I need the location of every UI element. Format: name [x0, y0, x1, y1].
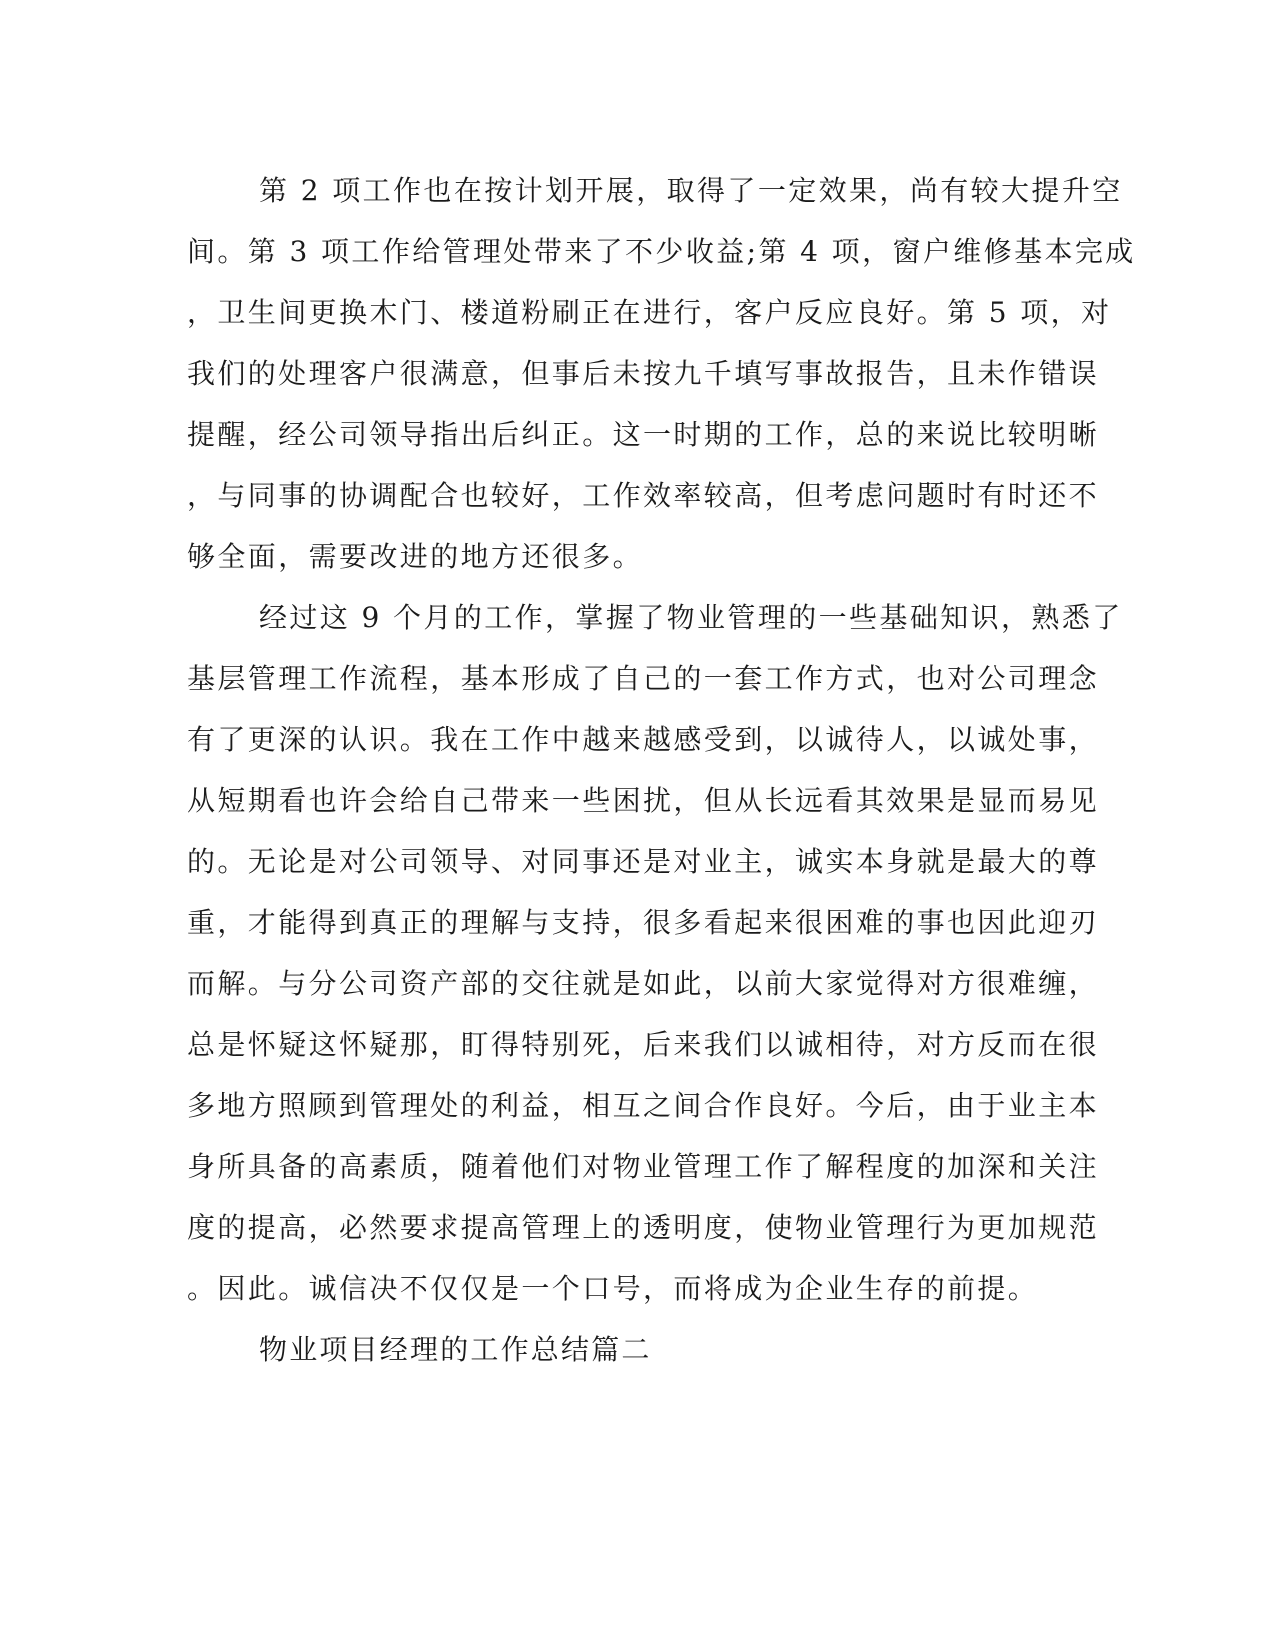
paragraph-line: 第 2 项工作也在按计划开展，取得了一定效果，尚有较大提升空 [259, 174, 1123, 207]
paragraph-line: 提醒，经公司领导指出后纠正。这一时期的工作，总的来说比较明晰 [187, 418, 1100, 451]
paragraph-line: 多地方照顾到管理处的利益，相互之间合作良好。今后，由于业主本 [187, 1089, 1100, 1122]
paragraph-line: 而解。与分公司资产部的交往就是如此，以前大家觉得对方很难缠， [187, 967, 1100, 1000]
paragraph-line: 间。第 3 项工作给管理处带来了不少收益;第 4 项，窗户维修基本完成 [187, 235, 1136, 268]
paragraph-line: 经过这 9 个月的工作，掌握了物业管理的一些基础知识，熟悉了 [259, 601, 1123, 634]
section-heading: 物业项目经理的工作总结篇二 [259, 1333, 652, 1366]
document-body [187, 160, 1136, 1380]
paragraph-line: 。因此。诚信决不仅仅是一个口号，而将成为企业生存的前提。 [187, 1272, 1039, 1305]
paragraph-line: 总是怀疑这怀疑那，盯得特别死，后来我们以诚相待，对方反而在很 [187, 1028, 1100, 1061]
paragraph-line: 重，才能得到真正的理解与支持，很多看起来很困难的事也因此迎刃 [187, 906, 1100, 939]
paragraph-line: 基层管理工作流程，基本形成了自己的一套工作方式，也对公司理念 [187, 662, 1100, 695]
paragraph-line: ，卫生间更换木门、楼道粉刷正在进行，客户反应良好。第 5 项，对 [187, 296, 1112, 329]
paragraph-line: 有了更深的认识。我在工作中越来越感受到，以诚待人，以诚处事， [187, 723, 1100, 756]
paragraph-line: 我们的处理客户很满意，但事后未按九千填写事故报告，且未作错误 [187, 357, 1100, 390]
paragraph-line: 够全面，需要改进的地方还很多。 [187, 540, 644, 573]
paragraph-line: 的。无论是对公司领导、对同事还是对业主，诚实本身就是最大的尊 [187, 845, 1100, 878]
paragraph-1 [187, 160, 1136, 587]
paragraph-2 [187, 587, 1123, 1319]
paragraph-line: 度的提高，必然要求提高管理上的透明度，使物业管理行为更加规范 [187, 1211, 1100, 1244]
paragraph-line: ，与同事的协调配合也较好，工作效率较高，但考虑问题时有时还不 [187, 479, 1100, 512]
paragraph-line: 从短期看也许会给自己带来一些困扰，但从长远看其效果是显而易见 [187, 784, 1100, 817]
paragraph-line: 身所具备的高素质，随着他们对物业管理工作了解程度的加深和关注 [187, 1150, 1100, 1183]
